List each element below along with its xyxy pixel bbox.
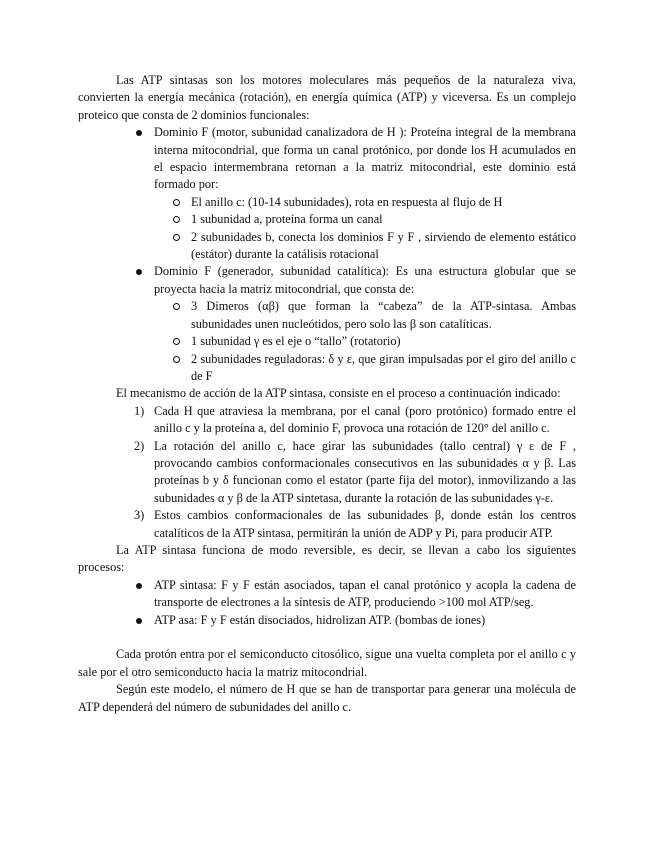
domain-item-f1 [78, 263, 576, 298]
bullet-icon [136, 618, 142, 624]
process-list [78, 577, 576, 629]
subitem-text: 2 subunidades reguladoras: δ y ε, que giran impulsadas por el giro del anillo c de F [191, 351, 576, 383]
reversible-intro: La ATP sintasa funciona de modo reversible, es decir, se llevan a cabo los siguientes procesos: [78, 542, 576, 575]
spacer [78, 629, 576, 646]
circle-bullet-icon [173, 234, 180, 241]
process-item [78, 577, 576, 612]
subitem [78, 351, 576, 386]
step-number: 1) [134, 403, 145, 418]
mechanism-intro: El mecanismo de acción de la ATP sintasa, consiste en el proceso a continuación indicado: [116, 386, 561, 401]
circle-bullet-icon [173, 199, 180, 206]
step-text: Estos cambios conformacionales de las subunidades β, donde están los centros catalíticos de la ATP sintasa, permitirán la unión de ADP y Pi, para producir ATP. [154, 508, 576, 540]
subitem [78, 333, 576, 350]
step-text: Cada H que atraviesa la membrana, por el canal (poro protónico) formado entre el anillo c y la proteína a, del dominio F, provoca una rotación de 120° del anillo c. [154, 403, 576, 436]
subitem-text: 1 subunidad a, proteína forma un canal [191, 212, 383, 227]
step-item [78, 403, 576, 438]
closing-paragraph: Cada protón entra por el semiconducto citosólico, sigue una vuelta completa por el anillo c y sale por el otro semiconducto hacia la matriz mitocondrial. [78, 647, 576, 679]
bullet-icon [136, 269, 142, 275]
process-text: ATP asa: F y F están disociados, hidrolizan ATP. (bombas de iones) [154, 612, 486, 627]
domain-item-fo [78, 124, 576, 194]
bullet-icon [136, 130, 142, 136]
subitem-text: 2 subunidades b, conecta los dominios F y F , sirviendo de elemento estático (estátor) durante la catálisis rotacional [191, 229, 576, 262]
circle-bullet-icon [173, 356, 180, 363]
bullet-icon [136, 583, 142, 589]
domain-list [78, 124, 576, 385]
step-text: La rotación del anillo c, hace girar las subunidades (tallo central) γ ε de F , provocando cambios conformacionales consecutivos en las subunidades α y β. Las proteínas b y δ funcionan como el estator (parte fija del motor), inmovilizando a las subunidades α y β de la ATP sintetasa, durante la rotación de las subunidades γ-ε. [154, 438, 576, 505]
subitem-text: 1 subunidad γ es el eje o “tallo” (rotatorio) [191, 334, 401, 349]
circle-bullet-icon [173, 216, 180, 223]
domain-text: Dominio F (motor, subunidad canalizadora de H ): Proteína integral de la membrana interna mitocondrial, que forma un canal protónico, por donde los H acumulados en el espacio intermembrana retornan a la matriz mitocondrial, este dominio está formado por: [154, 125, 576, 192]
circle-bullet-icon [173, 338, 180, 345]
closing-paragraph: Según este modelo, el número de H que se han de transportar para generar una molécula de ATP dependerá del número de subunidades del anillo c. [78, 682, 576, 714]
document-page [78, 72, 576, 716]
step-item [78, 507, 576, 542]
subitem-text: El anillo c: (10-14 subunidades), rota en respuesta al flujo de H [191, 194, 503, 209]
intro-paragraph: Las ATP sintasas son los motores moleculares más pequeños de la naturaleza viva, convierten la energía mecánica (rotación), en energía química (ATP) y viceversa. Es un complejo proteico que consta de 2 dominios funcionales: [78, 73, 576, 122]
process-item [78, 612, 576, 629]
subitem [78, 194, 576, 211]
domain-text: Dominio F (generador, subunidad catalítica): Es una estructura globular que se proyecta hacia la matriz mitocondrial, que consta de: [154, 264, 576, 296]
step-number: 3) [134, 508, 145, 523]
circle-bullet-icon [173, 303, 180, 310]
subitem [78, 298, 576, 333]
mechanism-steps [78, 403, 576, 542]
process-text: ATP sintasa: F y F están asociados, tapan el canal protónico y acopla la cadena de transporte de electrones a la síntesis de ATP, produciendo >100 mol ATP/seg. [154, 577, 576, 610]
subitem-text: 3 Dímeros (αβ) que forman la “cabeza” de la ATP-sintasa. Ambas subunidades unen nucleótidos, pero solo las β son catalíticas. [191, 299, 576, 331]
subitem [78, 229, 576, 264]
step-number: 2) [134, 438, 145, 453]
subitem [78, 211, 576, 228]
step-item [78, 438, 576, 508]
